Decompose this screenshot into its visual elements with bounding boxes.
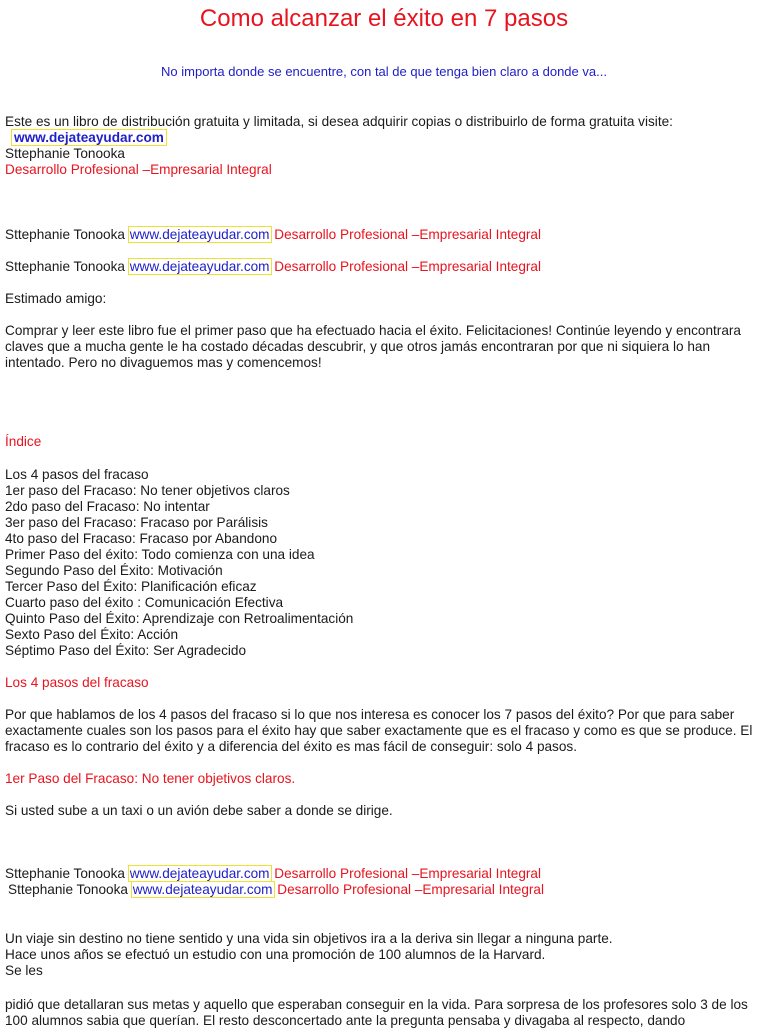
closing-continuation: pidió que detallaran sus metas y aquello que esperaban conseguir en la vida. Para sorpresa de los profesores solo 3 de los 100 alumnos sabia que querían. El resto desconcertado ante la pregunta pensaba y divagaba al respecto, dando [5, 997, 748, 1028]
footer-author: Sttephanie Tonooka [5, 227, 125, 242]
greeting: Estimado amigo: [5, 291, 107, 306]
intro-block [5, 114, 763, 178]
intro-tagline: Desarrollo Profesional –Empresarial Integral [5, 162, 272, 177]
footer-author: Sttephanie Tonooka [5, 259, 125, 274]
intro-link[interactable]: www.dejateayudar.com [14, 130, 164, 145]
index-item[interactable]: Séptimo Paso del Éxito: Ser Agradecido [5, 643, 247, 658]
footer-author: Sttephanie Tonooka [5, 866, 125, 881]
index-item[interactable]: Primer Paso del éxito: Todo comienza con una idea [5, 547, 315, 562]
index-heading: Índice [5, 434, 42, 449]
footer-link[interactable]: www.dejateayudar.com [129, 259, 270, 274]
footer-line-2 [5, 259, 763, 275]
footer-tagline: Desarrollo Profesional –Empresarial Integral [274, 227, 542, 242]
intro-author: Sttephanie Tonooka [5, 146, 125, 161]
index-item[interactable]: Quinto Paso del Éxito: Aprendizaje con Retroalimentación [5, 611, 354, 626]
welcome-paragraph: Comprar y leer este libro fue el primer paso que ha efectuado hacia el éxito. Felicitaciones! Continúe leyendo y encontrara claves que a mucha gente le ha costado décadas descubrir, y que otros jamás encontraran por que ni siquiera lo han intentado. Pero no divaguemos mas y comencemos! [5, 323, 741, 370]
section2-paragraph: Si usted sube a un taxi o un avión debe saber a donde se dirige. [5, 803, 393, 818]
section2-heading: 1er Paso del Fracaso: No tener objetivos claros. [5, 771, 296, 786]
footer-author: Sttephanie Tonooka [8, 882, 128, 897]
footer-link[interactable]: www.dejateayudar.com [129, 227, 270, 242]
index-item[interactable]: 4to paso del Fracaso: Fracaso por Abandono [5, 531, 278, 546]
closing-line: Se les [5, 963, 43, 978]
index-item[interactable]: Sexto Paso del Éxito: Acción [5, 627, 179, 642]
closing-lines [5, 931, 763, 979]
section1-heading: Los 4 pasos del fracaso [5, 675, 149, 690]
index-item[interactable]: Los 4 pasos del fracaso [5, 467, 149, 482]
index-item[interactable]: 2do paso del Fracaso: No intentar [5, 499, 210, 514]
index-list [5, 467, 763, 659]
footer-line-3 [5, 866, 763, 882]
index-item[interactable]: 1er paso del Fracaso: No tener objetivos claros [5, 483, 290, 498]
page-subtitle: No importa donde se encuentre, con tal de que tenga bien claro a donde va... [161, 64, 607, 79]
footer-line-4 [8, 882, 766, 898]
footer-tagline: Desarrollo Profesional –Empresarial Integral [274, 866, 542, 881]
index-item[interactable]: Segundo Paso del Éxito: Motivación [5, 563, 223, 578]
index-item[interactable]: Cuarto paso del éxito : Comunicación Efectiva [5, 595, 284, 610]
closing-line: Un viaje sin destino no tiene sentido y una vida sin objetivos ira a la deriva sin llegar a ninguna parte. [5, 931, 613, 946]
intro-text: Este es un libro de distribución gratuita y limitada, si desea adquirir copias o distribuirlo de forma gratuita visite: [5, 114, 673, 129]
index-item[interactable]: Tercer Paso del Éxito: Planificación eficaz [5, 579, 257, 594]
index-item[interactable]: 3er paso del Fracaso: Fracaso por Parálisis [5, 515, 268, 530]
footer-link[interactable]: www.dejateayudar.com [129, 866, 270, 881]
footer-link[interactable]: www.dejateayudar.com [132, 882, 273, 897]
section1-paragraph: Por que hablamos de los 4 pasos del fracaso si lo que nos interesa es conocer los 7 pasos del éxito? Por que para saber exactamente cuales son los pasos para el éxito hay que saber exactamente que es el fracaso y como es que se produce. El fracaso es lo contrario del éxito y a diferencia del éxito es mas fácil de conseguir: solo 4 pasos. [5, 707, 753, 754]
closing-line: Hace unos años se efectuó un estudio con una promoción de 100 alumnos de la Harvard. [5, 947, 546, 962]
footer-tagline: Desarrollo Profesional –Empresarial Integral [274, 259, 542, 274]
footer-line-1 [5, 227, 763, 243]
footer-tagline: Desarrollo Profesional –Empresarial Integral [277, 882, 545, 897]
page-title: Como alcanzar el éxito en 7 pasos [199, 5, 569, 32]
